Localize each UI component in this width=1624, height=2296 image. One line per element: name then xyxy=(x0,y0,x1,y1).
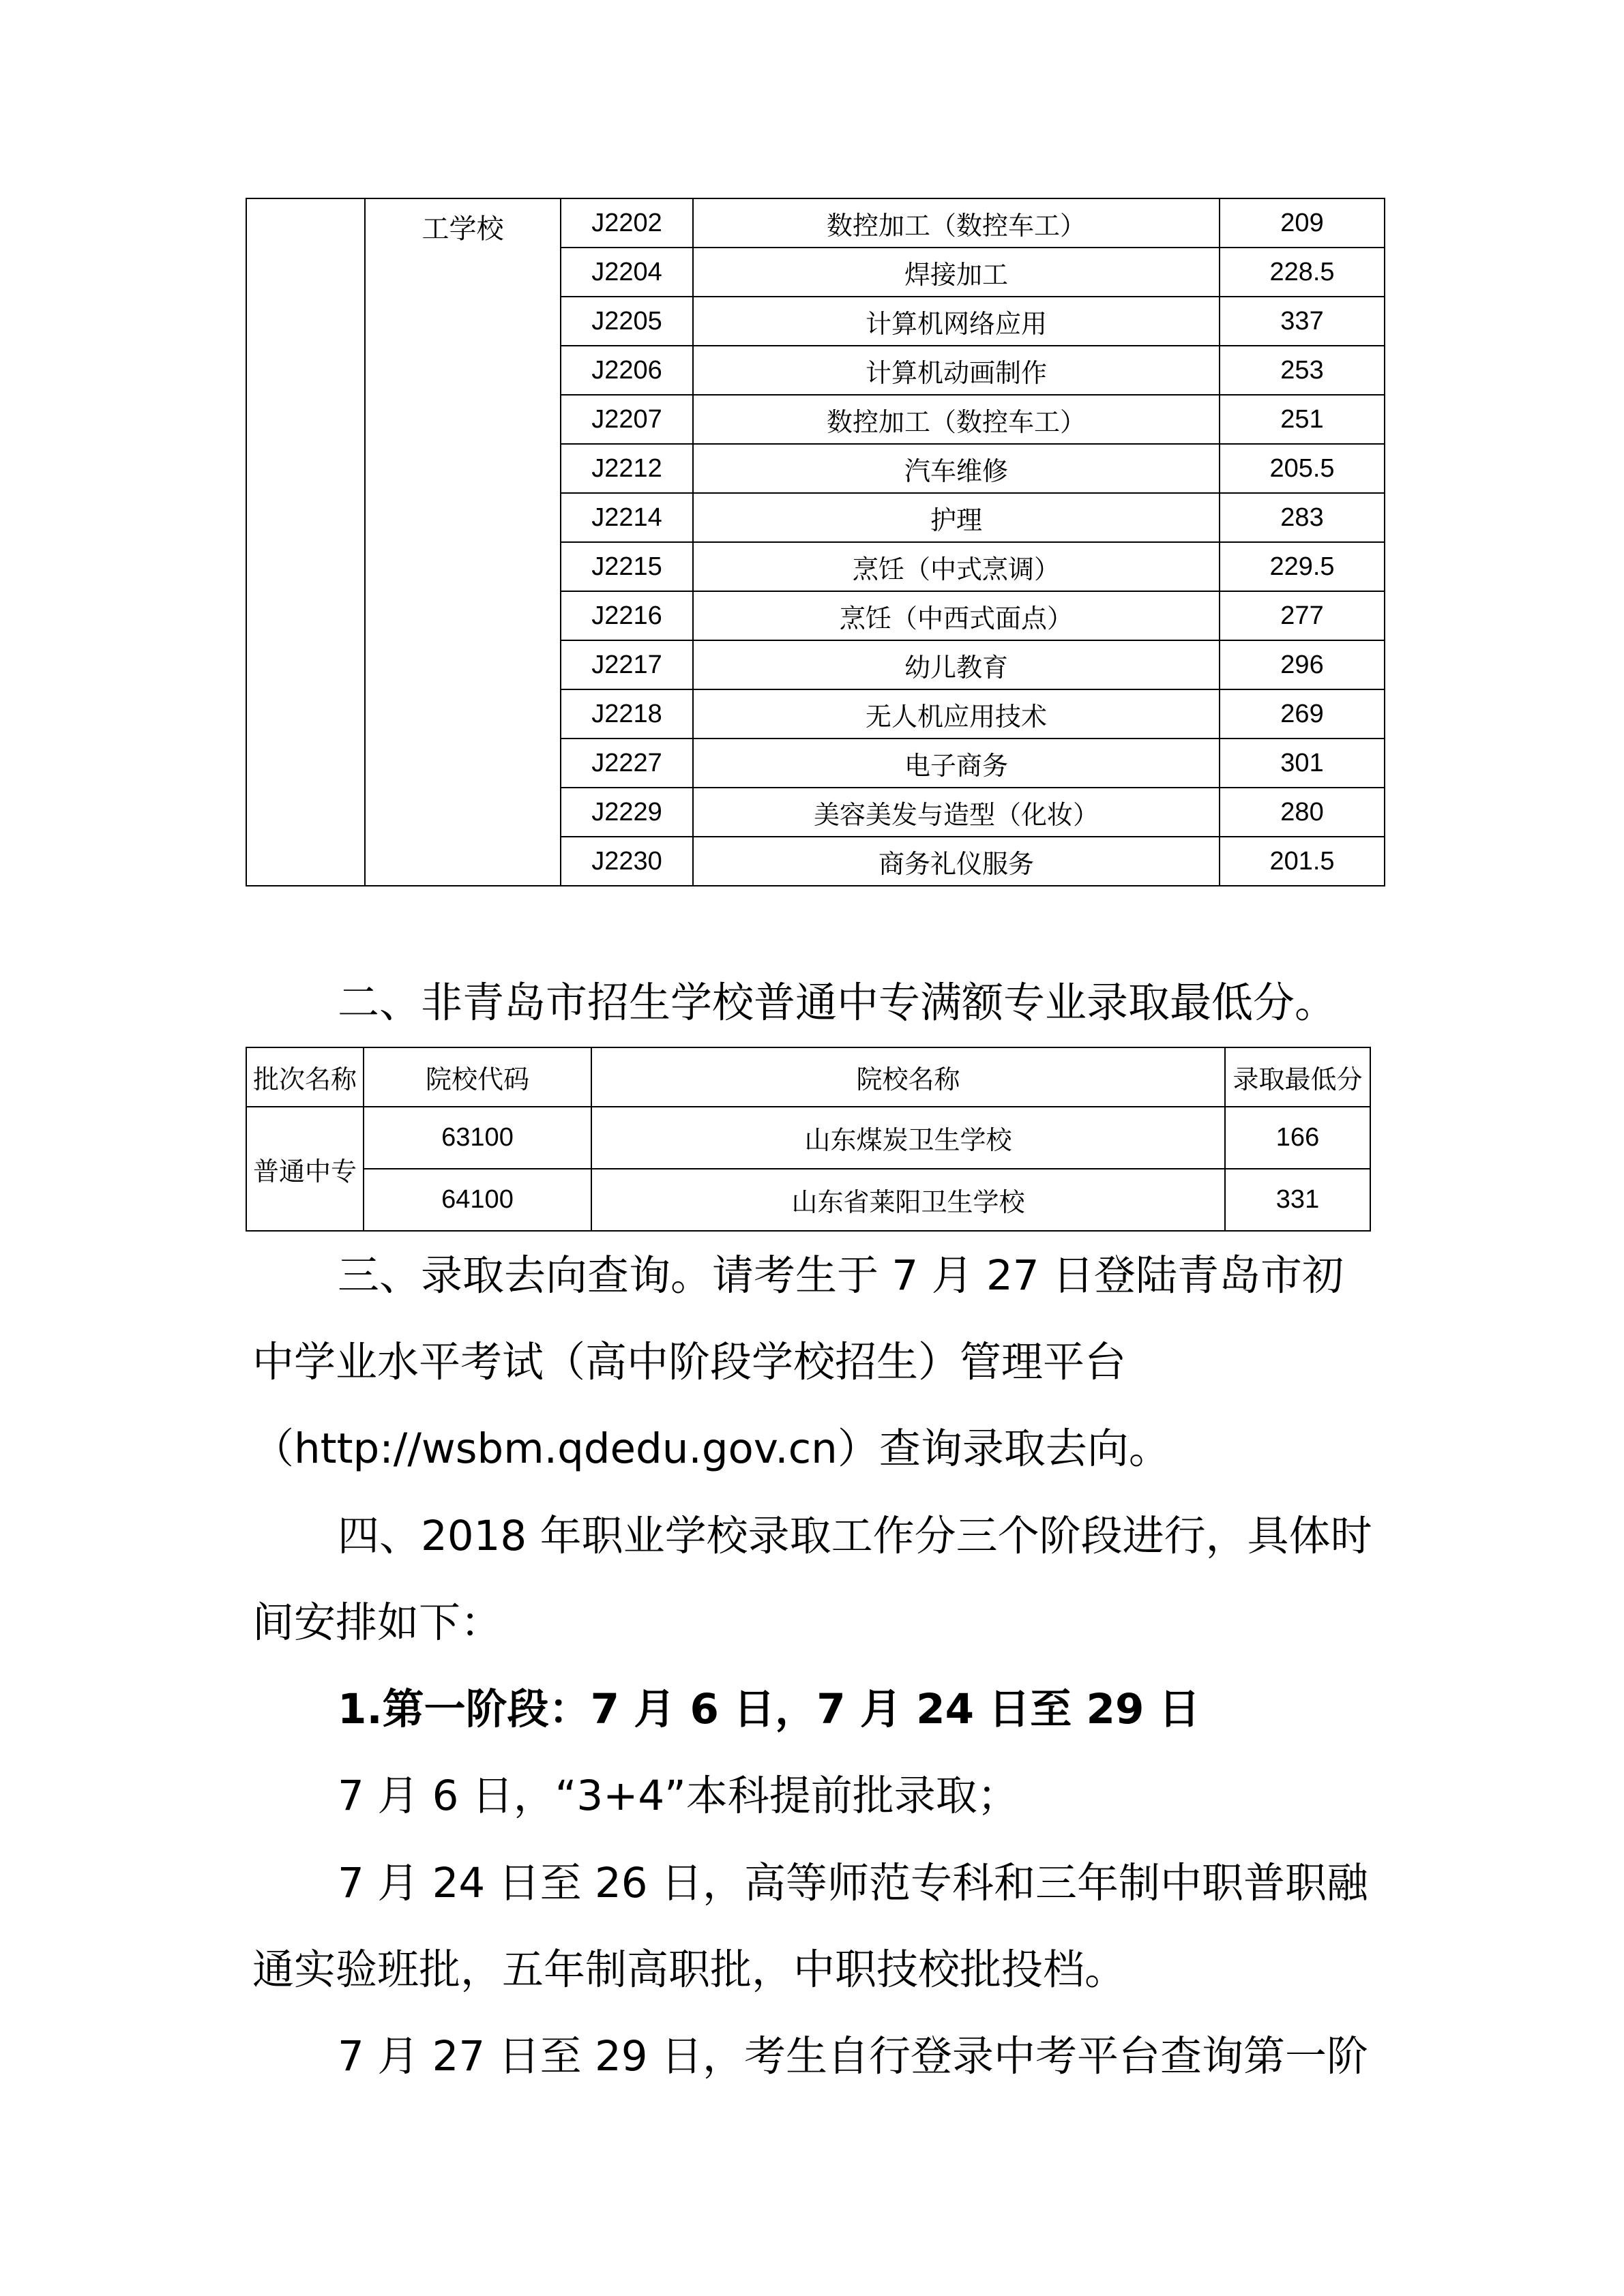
min-score-cell: 296 xyxy=(1220,640,1385,689)
min-score-cell: 209 xyxy=(1220,198,1385,248)
min-score-cell: 201.5 xyxy=(1220,837,1385,886)
header-min-score: 录取最低分 xyxy=(1225,1047,1370,1107)
non-qingdao-score-table xyxy=(246,1047,1371,1232)
stage1-heading: 1.第一阶段：7 月 6 日，7 月 24 日至 29 日 xyxy=(338,1685,1200,1733)
major-name-cell: 无人机应用技术 xyxy=(693,689,1220,739)
major-name-cell: 美容美发与造型（化妆） xyxy=(693,788,1220,837)
para4-line1: 四、2018 年职业学校录取工作分三个阶段进行，具体时 xyxy=(338,1512,1372,1560)
major-code-cell: J2204 xyxy=(561,248,693,297)
major-name-cell: 数控加工（数控车工） xyxy=(693,395,1220,444)
min-score-cell: 283 xyxy=(1220,493,1385,542)
major-code-cell: J2202 xyxy=(561,198,693,248)
major-code-cell: J2215 xyxy=(561,542,693,591)
header-school-name: 院校名称 xyxy=(591,1047,1225,1107)
major-code-cell: J2212 xyxy=(561,444,693,493)
min-score-cell: 277 xyxy=(1220,591,1385,640)
para4-line2: 间安排如下： xyxy=(252,1598,503,1647)
major-code-cell: J2205 xyxy=(561,297,693,346)
major-code-cell: J2216 xyxy=(561,591,693,640)
major-name-cell: 幼儿教育 xyxy=(693,640,1220,689)
min-score-cell: 337 xyxy=(1220,297,1385,346)
table-header-row xyxy=(246,1047,1370,1107)
major-name-cell: 护理 xyxy=(693,493,1220,542)
para3-line2: 中学业水平考试（高中阶段学校招生）管理平台 xyxy=(252,1338,1127,1386)
school-name-cell: 山东煤炭卫生学校 xyxy=(591,1107,1225,1169)
major-name-cell: 商务礼仪服务 xyxy=(693,837,1220,886)
major-code-cell: J2206 xyxy=(561,346,693,395)
major-name-cell: 焊接加工 xyxy=(693,248,1220,297)
school-name-cell: 工学校 xyxy=(365,198,561,886)
min-score-cell: 205.5 xyxy=(1220,444,1385,493)
school-code-cell: 63100 xyxy=(364,1107,591,1169)
header-batch: 批次名称 xyxy=(246,1047,364,1107)
stage1-line2: 7 月 24 日至 26 日，高等师范专科和三年制中职普职融 xyxy=(338,1859,1369,1907)
major-name-cell: 计算机动画制作 xyxy=(693,346,1220,395)
min-score-cell: 280 xyxy=(1220,788,1385,837)
header-school-code: 院校代码 xyxy=(364,1047,591,1107)
min-score-cell: 228.5 xyxy=(1220,248,1385,297)
major-name-cell: 烹饪（中西式面点） xyxy=(693,591,1220,640)
major-name-cell: 数控加工（数控车工） xyxy=(693,198,1220,248)
min-score-cell: 269 xyxy=(1220,689,1385,739)
major-name-cell: 电子商务 xyxy=(693,739,1220,788)
min-score-cell: 253 xyxy=(1220,346,1385,395)
school-name-cell: 山东省莱阳卫生学校 xyxy=(591,1169,1225,1231)
min-score-cell: 229.5 xyxy=(1220,542,1385,591)
stage1-line3: 通实验班批，五年制高职批，中职技校批投档。 xyxy=(252,1945,1127,1994)
major-code-cell: J2214 xyxy=(561,493,693,542)
major-name-cell: 计算机网络应用 xyxy=(693,297,1220,346)
major-code-cell: J2218 xyxy=(561,689,693,739)
table-row xyxy=(246,1107,1370,1169)
min-score-cell: 301 xyxy=(1220,739,1385,788)
min-score-cell: 331 xyxy=(1225,1169,1370,1231)
major-code-cell: J2229 xyxy=(561,788,693,837)
min-score-cell: 166 xyxy=(1225,1107,1370,1169)
table-row xyxy=(246,1169,1370,1231)
section2-heading: 二、非青岛市招生学校普通中专满额专业录取最低分。 xyxy=(338,979,1337,1027)
min-score-cell: 251 xyxy=(1220,395,1385,444)
para3-line3: （http://wsbm.qdedu.gov.cn）查询录取去向。 xyxy=(252,1425,1170,1473)
category-cell xyxy=(246,198,365,886)
table-row xyxy=(246,198,1385,248)
major-code-cell: J2227 xyxy=(561,739,693,788)
school-code-cell: 64100 xyxy=(364,1169,591,1231)
batch-cell: 普通中专 xyxy=(246,1107,364,1231)
major-name-cell: 汽车维修 xyxy=(693,444,1220,493)
major-code-cell: J2230 xyxy=(561,837,693,886)
major-code-cell: J2207 xyxy=(561,395,693,444)
major-name-cell: 烹饪（中式烹调） xyxy=(693,542,1220,591)
stage1-line4: 7 月 27 日至 29 日，考生自行登录中考平台查询第一阶 xyxy=(338,2032,1369,2081)
score-table-continued xyxy=(246,198,1385,886)
stage1-line1: 7 月 6 日，“3+4”本科提前批录取； xyxy=(338,1772,1019,1820)
major-code-cell: J2217 xyxy=(561,640,693,689)
para3-line1: 三、录取去向查询。请考生于 7 月 27 日登陆青岛市初 xyxy=(338,1251,1344,1300)
